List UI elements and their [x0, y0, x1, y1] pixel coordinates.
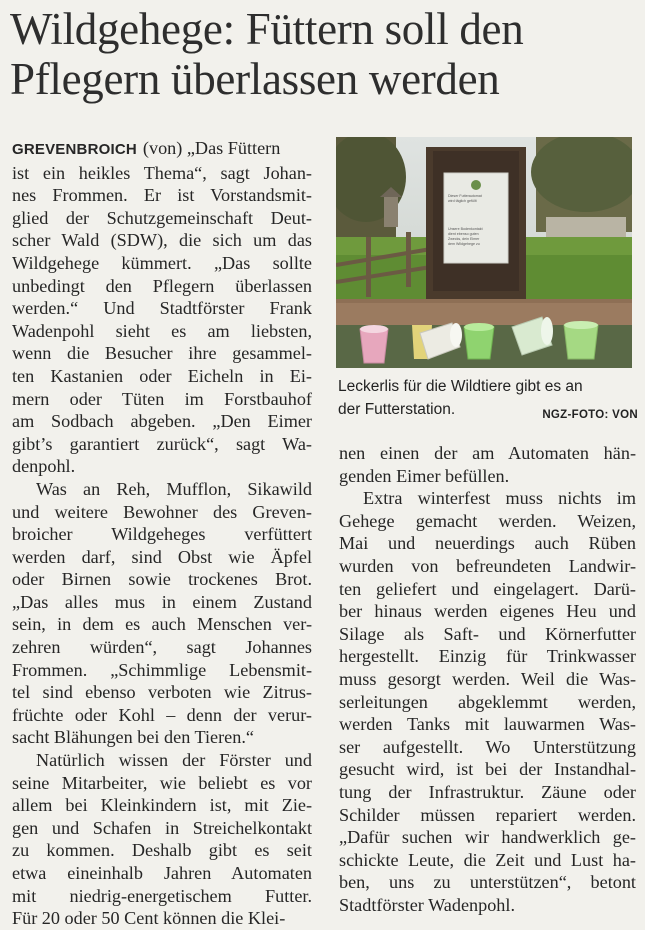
text-line-content: wenn die Besucher ihre gesammel-: [12, 343, 312, 364]
text-line-content: wurden von befreundeten Landwir-: [339, 555, 636, 576]
text-line: [339, 555, 636, 578]
text-line: [339, 600, 636, 623]
text-line: [12, 568, 312, 591]
text-line-content: sein, in dem es auch Menschen ver-: [12, 614, 312, 635]
text-line-content: muss gesorgt werden. Weil die Was-: [339, 668, 636, 689]
text-line-content: werden Tanks mit lauwarmen Was-: [339, 714, 636, 735]
text-line-content: gesucht wird, ist bei der Instandhal-: [339, 759, 636, 780]
text-line: [12, 749, 312, 772]
text-line-content: Natürlich wissen der Förster und: [36, 750, 312, 771]
text-line-content: Wadenpohl sieht es am liebsten,: [12, 320, 312, 341]
text-line: [12, 817, 312, 840]
photo-caption: [338, 375, 638, 427]
text-line-content: Für 20 oder 50 Cent können die Klei-: [12, 908, 286, 929]
text-line-content: denpohl.: [12, 456, 76, 477]
text-line-content: oder Birnen sowie trockenes Brot.: [12, 569, 312, 590]
text-line: [12, 137, 312, 162]
text-line-content: werden darf, sind Obst wie Äpfel: [12, 546, 312, 567]
caption-text-line: Leckerlis für die Wildtiere gibt es an: [338, 378, 583, 395]
text-line-content: seine Mitarbeiter, wie beliebt es vor: [12, 772, 312, 793]
text-line: [12, 659, 312, 682]
text-line-content: gibt’s garantiert zurück“, sagt Wa-: [12, 433, 312, 454]
text-line: [12, 365, 312, 388]
text-line: [12, 410, 312, 433]
text-line: [12, 681, 312, 704]
text-line: [339, 645, 636, 668]
text-line-content: sacht Blähungen bei den Tieren.“: [12, 727, 254, 748]
article-photo: [336, 137, 632, 368]
text-line-content: zehren würden“, sagt Johannes: [12, 637, 312, 658]
text-line: [339, 894, 636, 917]
text-line-content: ser aufgestellt. Wo Unterstützung: [339, 736, 636, 757]
text-line: [12, 704, 312, 727]
text-line: [12, 501, 312, 524]
text-line-content: zu kommen. Deshalb gibt es seit: [12, 840, 312, 861]
article-column-right: [339, 442, 636, 916]
text-line-content: allem bei Kleinkindern ist, mit Zie-: [12, 795, 312, 816]
text-line-content: „Dafür suchen wir handwerklich ge-: [339, 827, 636, 848]
text-line-content: ber hinaus werden eigenes Heu und: [339, 601, 636, 622]
text-line: [12, 772, 312, 795]
text-line-content: ten Kastanien oder Eicheln in Ei-: [12, 365, 312, 386]
text-line: [12, 455, 312, 478]
text-line: [339, 442, 636, 465]
text-line-content: tel sind ebenso verboten wie Zitrus-: [12, 682, 312, 703]
text-line-content: nes Frommen. Er ist Vorstandsmit-: [12, 185, 312, 206]
text-line-content: scher Wald (SDW), die sich um das: [12, 230, 312, 251]
text-line-content: broicher Wildgeheges verfüttert: [12, 524, 312, 545]
text-line: [339, 465, 636, 488]
sign-text-line: wird täglich gefüllt: [448, 199, 477, 203]
dateline: GREVENBROICH: [12, 141, 137, 158]
sign-text-line: Unsere Bodenkontakt: [448, 227, 483, 231]
text-line-content: mern oder Tüten im Forstbauhof: [12, 388, 312, 409]
text-line-content: am Sodbach abgeben. „Den Eimer: [12, 411, 312, 432]
text-line-content: Wildgehege kümmert. „Das sollte: [12, 252, 312, 273]
sign-text-line: Zwecks, dein Eimer: [448, 237, 480, 241]
text-line-content: „Das alles mus in einem Zustand: [12, 591, 312, 612]
text-line: [339, 510, 636, 533]
text-line-content: Schilder müssen repariert werden.: [339, 804, 636, 825]
text-line-content: mit niedrig-energetischem Futter.: [12, 885, 312, 906]
text-line: [12, 636, 312, 659]
text-line-content: Silage als Saft- und Körnerfutter: [339, 623, 636, 644]
text-line-content: ten geliefert und eingelagert. Darü-: [339, 578, 636, 599]
text-line: [12, 885, 312, 908]
text-line: [339, 487, 636, 510]
text-line-content: früchte oder Kohl – denn der verur-: [12, 704, 312, 725]
text-line: [12, 207, 312, 230]
text-line: [12, 297, 312, 320]
text-line: [12, 342, 312, 365]
sign-text-line: Dieser Futterautomat: [448, 194, 482, 198]
text-line-content: Stadtförster Wadenpohl.: [339, 894, 515, 915]
text-line: [12, 478, 312, 501]
text-line: [339, 849, 636, 872]
feeding-station-photo: [336, 137, 632, 368]
text-line-content: serleitungen abgeklemmt werden,: [339, 691, 636, 712]
text-line-content: Frommen. „Schimmlige Lebensmit-: [12, 659, 312, 680]
text-line: [12, 184, 312, 207]
text-line: [12, 839, 312, 862]
text-line: [12, 794, 312, 817]
text-line: [12, 433, 312, 456]
sign-text-line: dient ebenso guten: [448, 232, 479, 236]
text-line: [339, 781, 636, 804]
text-line: [12, 229, 312, 252]
text-line-content: Extra winterfest muss nichts im: [363, 488, 636, 509]
text-line-content: Was an Reh, Mufflon, Sikawild: [36, 478, 312, 499]
text-line: [12, 275, 312, 298]
caption-text-line: der Futterstation.: [338, 401, 456, 418]
text-line: [12, 726, 312, 749]
text-line: [12, 862, 312, 885]
text-line-content: gen und Schafen in Streichelkontakt: [12, 817, 312, 838]
text-line-content: etwa eineinhalb Jahren Automaten: [12, 863, 312, 883]
text-line: [339, 691, 636, 714]
text-line-content: hergestellt. Einzig für Trinkwasser: [339, 646, 636, 667]
text-line: [339, 758, 636, 781]
text-line-content: werden.“ Und Stadtförster Frank: [12, 298, 312, 319]
text-line: [12, 388, 312, 411]
headline-line: Pflegern überlassen werden: [10, 54, 500, 104]
text-line: [12, 162, 312, 185]
text-line-content: (von) „Das Füttern: [142, 138, 281, 158]
photo-credit: NGZ-FOTO: VON: [542, 409, 638, 421]
article-column-left: [12, 137, 312, 930]
text-line-content: und weitere Bewohner des Greven-: [12, 501, 312, 522]
text-line: [339, 871, 636, 894]
text-line-content: schickte Leute, die Zeit und Lust ha-: [339, 849, 636, 870]
text-line: [339, 623, 636, 646]
text-line: [339, 826, 636, 849]
text-line: [339, 736, 636, 759]
text-line: [12, 546, 312, 569]
text-line: [339, 713, 636, 736]
text-line-content: glied der Schutzgemeinschaft Deut-: [12, 207, 312, 228]
sign-text-line: dem Wildgehege zu: [448, 242, 480, 246]
text-line: [12, 252, 312, 275]
text-line: [339, 804, 636, 827]
headline: [10, 4, 640, 104]
text-line: [339, 668, 636, 691]
text-line-content: ben, uns zu unterstützen“, betont: [339, 872, 636, 893]
text-line: [12, 523, 312, 546]
text-line-content: ist ein heikles Thema“, sagt Johan-: [12, 162, 312, 183]
text-line: [12, 591, 312, 614]
text-line-content: unbedingt den Pflegern überlassen: [12, 275, 312, 296]
text-line-content: Mai und neuerdings auch Rüben: [339, 533, 636, 554]
text-line-content: nen einen der am Automaten hän-: [339, 443, 636, 463]
text-line-content: Gehege gemacht werden. Weizen,: [339, 510, 636, 531]
text-line: [12, 613, 312, 636]
text-line-content: tung der Infrastruktur. Zäune oder: [339, 781, 636, 802]
text-line-content: genden Eimer befüllen.: [339, 465, 510, 486]
text-line: [12, 320, 312, 343]
text-line: [12, 907, 312, 930]
headline-line: Wildgehege: Füttern soll den: [10, 4, 524, 54]
text-line: [339, 532, 636, 555]
text-line: [339, 578, 636, 601]
